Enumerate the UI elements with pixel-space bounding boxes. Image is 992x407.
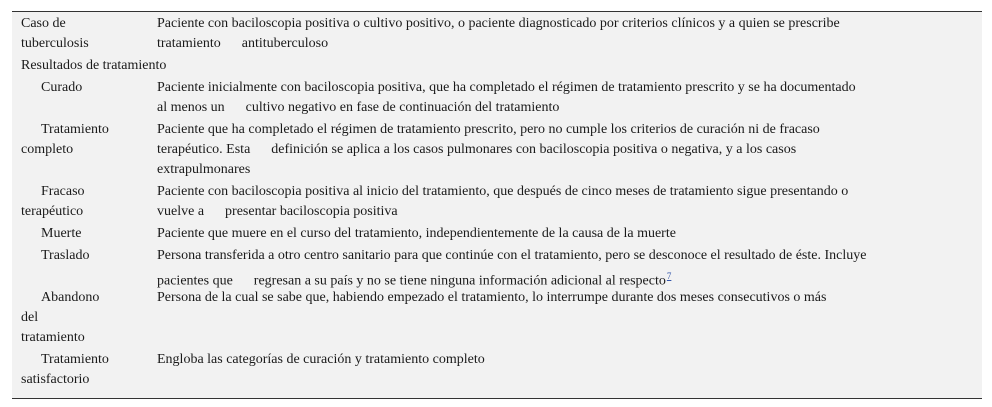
- term-cell: Caso de tuberculosis: [21, 16, 89, 51]
- definition-cell: Paciente con baciloscopia positiva o cultivo positivo, o paciente diagnosticado por criterios clínicos y a quien se prescribe tratamiento antituberculoso: [157, 16, 840, 51]
- definitions-table: [12, 11, 982, 399]
- term-cell: Fracaso terapéutico: [21, 184, 85, 219]
- term-cell: Tratamiento completo: [21, 122, 109, 157]
- term-cell: Abandono del tratamiento: [21, 290, 100, 345]
- definition-cell: Paciente que ha completado el régimen de tratamiento prescrito, pero no cumple los criterios de curación ni de fracaso terapéutico. Esta definición se aplica a los casos pulmonares con baciloscopia positiva o negativa, y a los casos extrapulmonares: [157, 122, 820, 177]
- definition-cell: Paciente con baciloscopia positiva al inicio del tratamiento, que después de cinco meses de tratamiento sigue presentando o vuelve a presentar baciloscopia positiva: [157, 184, 849, 219]
- definition-cell: [157, 246, 972, 292]
- term-cell: Tratamiento satisfactorio: [21, 352, 109, 387]
- definition-cell: Paciente que muere en el curso del tratamiento, independientemente de la causa de la muerte: [157, 226, 676, 241]
- reference-link[interactable]: 7: [666, 271, 672, 281]
- definition-text: Persona transferida a otro centro sanitario para que continúe con el tratamiento, pero se desconoce el resultado de éste. Incluye pacientes que regresan a su país y no se tiene ninguna información adicional al respecto: [157, 248, 867, 289]
- term-cell: Curado: [41, 80, 83, 95]
- term-cell: Traslado: [41, 248, 90, 263]
- definition-cell: Engloba las categorías de curación y tratamiento completo: [157, 352, 485, 367]
- term-cell: Muerte: [41, 226, 82, 241]
- definition-cell: Paciente inicialmente con baciloscopia positiva, que ha completado el régimen de tratamiento prescrito y se ha documentado al menos un cultivo negativo en fase de continuación del tratamiento: [157, 80, 856, 115]
- section-heading: Resultados de tratamiento: [21, 58, 167, 73]
- definition-cell: Persona de la cual se sabe que, habiendo empezado el tratamiento, lo interrumpe durante dos meses consecutivos o más: [157, 290, 827, 305]
